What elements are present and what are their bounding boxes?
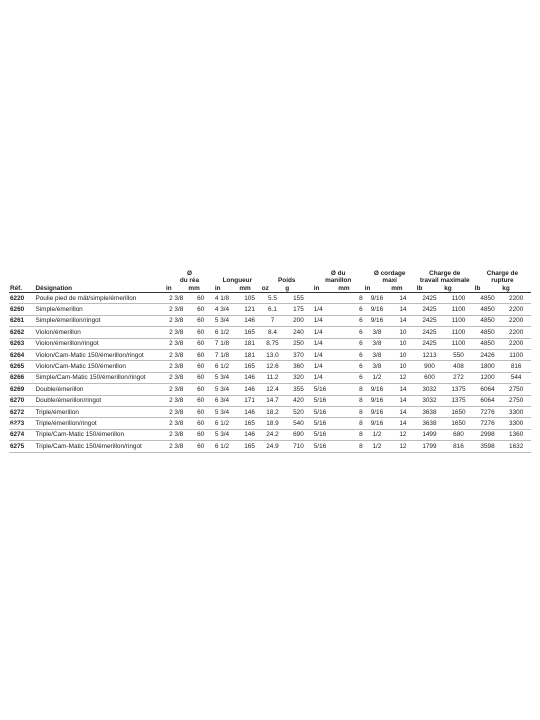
cell-cord-mm: 12	[399, 374, 407, 382]
cell-long-mm: 146	[244, 374, 255, 382]
cell-rup-kg: 1632	[509, 442, 524, 450]
unit-header: oz	[261, 285, 284, 293]
cell-man-mm: 6	[359, 340, 363, 348]
cell-poids-g: 520	[293, 408, 304, 416]
table-row	[9, 384, 531, 395]
cell-rup-kg: 3300	[509, 408, 524, 416]
cell-poids-g: 250	[293, 340, 304, 348]
unit-header: in	[313, 285, 337, 293]
cell-long-in: 6 1/2	[214, 442, 230, 450]
cell-long-mm: 181	[244, 340, 255, 348]
cell-long-in: 5 3/4	[214, 408, 230, 416]
cell-designation: Triple/émerillon	[35, 408, 79, 416]
cell-rea-mm: 60	[197, 351, 205, 359]
cell-cord-mm: 14	[399, 317, 407, 325]
cell-cord-mm: 14	[399, 294, 407, 302]
cell-cord-mm: 14	[399, 408, 407, 416]
shackle-header	[313, 270, 364, 285]
cell-rea-mm: 60	[197, 431, 205, 439]
cell-cmu-kg: 1100	[451, 328, 466, 336]
cell-rea-in: 2 3/8	[169, 294, 184, 302]
cell-designation: Simple/émerillon	[35, 305, 83, 313]
cell-ref: 6262	[10, 328, 25, 336]
cell-rea-in: 2 3/8	[169, 351, 184, 359]
cell-long-in: 5 3/4	[214, 317, 230, 325]
cell-cord-in: 3/8	[372, 362, 382, 370]
cell-cmu-kg: 1375	[451, 397, 466, 405]
cell-rea-in: 2 3/8	[169, 419, 184, 427]
cell-rup-lb: 4850	[480, 305, 495, 313]
sheave-label: du réa	[179, 277, 200, 285]
cell-poids-oz: 14.7	[266, 397, 279, 405]
shackle-label-line1: Ø du	[330, 270, 346, 277]
group-header-row	[9, 270, 531, 285]
cell-rup-lb: 7276	[480, 408, 495, 416]
cell-rup-lb: 1200	[480, 374, 495, 382]
cell-man-in: 5/16	[313, 442, 327, 450]
table-row	[9, 372, 531, 383]
cell-poids-oz: 7	[270, 317, 275, 325]
cell-cmu-kg: 1100	[451, 317, 466, 325]
cell-ref: 6272	[10, 408, 25, 416]
cell-long-in: 5 3/4	[214, 374, 230, 382]
cell-long-mm: 165	[244, 328, 255, 336]
table-row	[9, 361, 531, 372]
unit-header: in	[214, 285, 238, 293]
cell-cmu-lb: 2425	[422, 305, 437, 313]
breaking-load-header	[474, 270, 531, 285]
table-row	[9, 395, 531, 406]
cell-long-mm: 146	[244, 317, 255, 325]
cell-poids-oz: 13.0	[266, 351, 279, 359]
cell-rea-in: 2 3/8	[169, 317, 184, 325]
cell-cmu-lb: 1213	[422, 351, 437, 359]
cell-poids-g: 710	[293, 442, 304, 450]
cell-ref: 6264	[10, 351, 25, 359]
length-header: Longueur	[222, 277, 253, 285]
cell-rup-kg: 2200	[509, 328, 524, 336]
cell-long-in: 4 3/4	[214, 305, 230, 313]
cell-man-mm: 6	[359, 362, 363, 370]
cell-poids-g: 540	[293, 419, 304, 427]
cell-cmu-lb: 1799	[422, 442, 437, 450]
cell-rup-lb: 2998	[480, 431, 495, 439]
cell-long-mm: 171	[244, 397, 255, 405]
cell-cmu-kg: 1100	[451, 340, 466, 348]
cell-ref: 6270	[10, 397, 25, 405]
cell-rup-kg: 3300	[509, 419, 524, 427]
cell-long-in: 7 1/8	[214, 351, 230, 359]
cell-rea-mm: 60	[197, 408, 205, 416]
cell-man-mm: 8	[359, 442, 363, 450]
shackle-label-line2: manillon	[325, 277, 352, 285]
cell-cord-mm: 10	[399, 340, 407, 348]
cell-long-mm: 146	[244, 431, 255, 439]
cell-cord-in: 1/2	[372, 442, 382, 450]
cell-poids-g: 420	[293, 397, 304, 405]
cell-cmu-lb: 2425	[422, 328, 437, 336]
cell-long-mm: 146	[244, 385, 255, 393]
cell-rup-kg: 1360	[509, 431, 524, 439]
cell-cord-mm: 10	[399, 328, 407, 336]
cell-rup-lb: 2426	[480, 351, 495, 359]
table-row	[9, 350, 531, 361]
cell-long-in: 6 1/2	[214, 419, 230, 427]
cell-rup-lb: 4850	[480, 317, 495, 325]
cell-poids-oz: 11.2	[266, 374, 279, 382]
cell-cmu-kg: 550	[453, 351, 464, 359]
cell-rup-lb: 4850	[480, 328, 495, 336]
cell-cmu-kg: 408	[453, 362, 464, 370]
cell-rup-kg: 816	[510, 362, 522, 370]
cell-cord-in: 9/16	[370, 294, 384, 302]
cell-long-mm: 181	[244, 351, 255, 359]
cell-rea-in: 2 3/8	[169, 442, 184, 450]
cell-cmu-kg: 1100	[451, 305, 466, 313]
cell-rea-mm: 60	[197, 419, 205, 427]
cell-rea-mm: 60	[197, 397, 205, 405]
cell-poids-oz: 12.6	[266, 362, 279, 370]
cell-ref: 6263	[10, 340, 25, 348]
cell-ref: 6265	[10, 362, 25, 370]
cell-cord-mm: 10	[399, 351, 407, 359]
cell-rea-in: 2 3/8	[169, 397, 184, 405]
cell-cmu-kg: 680	[453, 431, 464, 439]
cell-poids-g: 690	[293, 431, 304, 439]
cell-long-mm: 146	[244, 408, 255, 416]
rope-header	[364, 270, 416, 285]
cell-poids-g: 360	[293, 362, 304, 370]
cell-cord-mm: 12	[399, 431, 407, 439]
table-row	[9, 406, 531, 417]
table-row	[9, 327, 531, 338]
table-row	[9, 338, 531, 349]
working-load-label-line2: travail maximale	[419, 277, 470, 285]
cell-cord-in: 9/16	[370, 408, 384, 416]
working-load-label-line1: Charge de	[429, 270, 461, 277]
cell-cmu-lb: 2425	[422, 340, 437, 348]
cell-rea-in: 2 3/8	[169, 340, 184, 348]
cell-rea-mm: 60	[197, 385, 205, 393]
block-specification-table	[9, 270, 531, 453]
cell-man-in: 1/4	[313, 328, 323, 336]
cell-poids-oz: 18.9	[266, 419, 279, 427]
cell-poids-oz: 8.4	[268, 328, 277, 336]
cell-rea-mm: 60	[197, 294, 205, 302]
ref-header: Réf.	[9, 285, 34, 293]
cell-cord-in: 9/16	[370, 317, 384, 325]
cell-ref: 6275	[10, 442, 25, 450]
cell-rea-mm: 60	[197, 317, 205, 325]
cell-cord-in: 9/16	[370, 305, 384, 313]
unit-header: in	[364, 285, 391, 293]
cell-rea-mm: 60	[197, 362, 205, 370]
divider	[9, 424, 19, 428]
breaking-load-label-line2: rupture	[491, 277, 514, 285]
cell-man-mm: 6	[359, 317, 363, 325]
cell-rea-in: 2 3/8	[169, 328, 184, 336]
cell-rea-mm: 60	[197, 328, 205, 336]
cell-ref: 6260	[10, 305, 25, 313]
cell-designation: Violon/Cam-Matic 150/émerillon/ringot	[35, 351, 144, 359]
cell-rea-in: 2 3/8	[169, 431, 184, 439]
cell-rup-lb: 1800	[480, 362, 495, 370]
unit-header-row	[9, 285, 531, 293]
cell-rup-lb: 7276	[480, 419, 495, 427]
cell-rea-mm: 60	[197, 305, 205, 313]
table-body	[9, 293, 531, 452]
cell-rea-in: 2 3/8	[169, 362, 184, 370]
cell-cord-in: 3/8	[372, 351, 382, 359]
cell-rup-kg: 2750	[509, 397, 524, 405]
cell-ref: 6273	[10, 419, 25, 427]
cell-cmu-kg: 1100	[451, 294, 466, 302]
cell-man-in: 1/4	[313, 317, 323, 325]
unit-header: kg	[501, 285, 531, 293]
cell-designation: Double/émerillon	[35, 385, 84, 393]
rope-label-line2: maxi	[382, 277, 397, 285]
cell-rea-mm: 60	[197, 340, 205, 348]
cell-cmu-lb: 3032	[422, 397, 437, 405]
unit-header: mm	[390, 285, 416, 293]
table-row	[9, 418, 531, 429]
cell-cord-in: 1/2	[372, 374, 382, 382]
designation-header: Désignation	[34, 285, 164, 293]
cell-man-in: 1/4	[313, 374, 323, 382]
cell-designation: Triple/émerillon/ringot	[35, 419, 97, 427]
working-load-header	[416, 270, 474, 285]
cell-man-in: 5/16	[313, 385, 327, 393]
cell-rea-in: 2 3/8	[169, 385, 184, 393]
cell-poids-oz: 8.75	[266, 340, 279, 348]
cell-rup-lb: 4850	[480, 294, 495, 302]
unit-header: in	[165, 285, 187, 293]
cell-rup-lb: 4850	[480, 340, 495, 348]
cell-long-mm: 165	[244, 419, 255, 427]
cell-cmu-lb: 2425	[422, 317, 437, 325]
cell-cord-in: 9/16	[370, 397, 384, 405]
cell-long-mm: 105	[244, 294, 255, 302]
cell-man-mm: 6	[359, 374, 363, 382]
cell-man-mm: 6	[359, 328, 363, 336]
cell-cmu-lb: 3032	[422, 385, 437, 393]
cell-rup-kg: 2200	[509, 294, 524, 302]
cell-long-in: 6 1/2	[214, 328, 230, 336]
diameter-symbol: Ø	[186, 270, 192, 277]
unit-header: mm	[187, 285, 214, 293]
cell-long-in: 6 1/2	[214, 362, 230, 370]
cell-long-in: 5 3/4	[214, 431, 230, 439]
weight-header: Poids	[278, 277, 296, 285]
cell-poids-oz: 18.2	[266, 408, 279, 416]
cell-man-mm: 8	[359, 431, 363, 439]
rope-label-line1: Ø cordage	[373, 270, 406, 277]
cell-long-in: 5 3/4	[214, 385, 230, 393]
table-row	[9, 293, 531, 304]
cell-man-mm: 8	[359, 419, 363, 427]
cell-rea-in: 2 3/8	[169, 305, 184, 313]
cell-poids-oz: 12.4	[266, 385, 279, 393]
cell-man-in: 5/16	[313, 431, 327, 439]
cell-rea-in: 2 3/8	[169, 374, 184, 382]
cell-cord-mm: 14	[399, 419, 407, 427]
cell-ref: 6220	[10, 294, 25, 302]
cell-man-in	[313, 293, 337, 304]
cell-man-mm: 8	[359, 408, 363, 416]
table-row	[9, 441, 531, 452]
cell-ref: 6274	[10, 431, 25, 439]
cell-poids-oz: 24.2	[266, 431, 279, 439]
cell-long-mm: 121	[244, 305, 255, 313]
cell-designation: Poulie pied de mât/simple/émerillon	[35, 294, 137, 302]
unit-header: mm	[238, 285, 260, 293]
cell-designation: Simple/émerillon/ringot	[35, 317, 101, 325]
cell-long-in: 7 1/8	[214, 340, 230, 348]
cell-poids-g: 370	[293, 351, 304, 359]
cell-cord-mm: 10	[399, 362, 407, 370]
cell-poids-g: 175	[293, 305, 304, 313]
cell-man-in: 5/16	[313, 419, 327, 427]
cell-rup-kg: 2750	[509, 385, 524, 393]
cell-ref: 6261	[10, 317, 25, 325]
unit-header: mm	[337, 285, 364, 293]
cell-rea-in: 2 3/8	[169, 408, 184, 416]
cell-rup-kg: 544	[510, 374, 522, 382]
cell-cord-in: 1/2	[372, 431, 382, 439]
cell-long-mm: 165	[244, 362, 255, 370]
cell-cmu-kg: 1650	[451, 408, 466, 416]
cell-man-in: 1/4	[313, 340, 323, 348]
cell-rup-kg: 2200	[509, 340, 524, 348]
table-row	[9, 304, 531, 315]
cell-man-mm: 6	[359, 351, 363, 359]
cell-poids-oz: 6.1	[268, 305, 277, 313]
cell-cord-in: 3/8	[372, 328, 382, 336]
cell-man-mm: 8	[359, 385, 363, 393]
cell-designation: Triple/Cam-Matic 150/émerillon	[35, 431, 125, 439]
breaking-load-label-line1: Charge de	[486, 270, 519, 277]
cell-cord-in: 9/16	[370, 419, 384, 427]
cell-poids-oz: 5.5	[268, 294, 277, 302]
cell-man-in: 5/16	[313, 408, 327, 416]
cell-cmu-kg: 272	[453, 374, 464, 382]
cell-man-in: 1/4	[313, 305, 323, 313]
cell-man-in: 1/4	[313, 362, 323, 370]
cell-rup-kg: 2200	[509, 305, 524, 313]
cell-ref: 6269	[10, 385, 25, 393]
cell-man-in: 5/16	[313, 397, 327, 405]
cell-cmu-lb: 600	[424, 374, 435, 382]
cell-cmu-lb: 3638	[422, 419, 437, 427]
cell-rup-lb: 6064	[480, 385, 495, 393]
cell-long-mm: 165	[244, 442, 255, 450]
cell-designation: Simple/Cam-Matic 150/émerillon/ringot	[35, 374, 146, 382]
cell-poids-g: 355	[293, 385, 304, 393]
cell-cmu-lb: 900	[424, 362, 435, 370]
cell-man-mm: 8	[359, 397, 363, 405]
unit-header: lb	[474, 285, 502, 293]
cell-man-in: 1/4	[313, 351, 323, 359]
cell-poids-g: 320	[293, 374, 304, 382]
cell-rup-kg: 2200	[509, 317, 524, 325]
cell-poids-oz: 24.9	[266, 442, 279, 450]
cell-cmu-lb: 1499	[422, 431, 437, 439]
unit-header: g	[284, 285, 313, 293]
cell-ref: 6266	[10, 374, 25, 382]
cell-designation: Violon/Cam-Matic 150/émerillon	[35, 362, 126, 370]
unit-header: kg	[443, 285, 474, 293]
cell-poids-g: 200	[293, 317, 304, 325]
cell-cmu-lb: 3638	[422, 408, 437, 416]
cell-designation: Double/émerillon/ringot	[35, 397, 102, 405]
cell-cmu-kg: 1650	[451, 419, 466, 427]
cell-designation: Violon/émerillon/ringot	[35, 340, 99, 348]
cell-rup-kg: 1100	[509, 351, 524, 359]
cell-poids-g: 155	[293, 294, 304, 302]
cell-cmu-lb: 2425	[422, 294, 437, 302]
cell-cord-in: 3/8	[372, 340, 382, 348]
cell-rup-lb: 3598	[480, 442, 495, 450]
cell-rea-mm: 60	[197, 374, 205, 382]
cell-cord-mm: 14	[399, 305, 407, 313]
cell-man-mm: 8	[359, 294, 363, 302]
table-row	[9, 429, 531, 440]
cell-poids-g: 240	[293, 328, 304, 336]
unit-header: lb	[416, 285, 444, 293]
cell-cord-mm: 12	[399, 442, 407, 450]
cell-cmu-kg: 816	[453, 442, 464, 450]
cell-cord-in: 9/16	[370, 385, 384, 393]
table-row	[9, 315, 531, 326]
cell-cord-mm: 14	[399, 385, 407, 393]
cell-man-mm: 6	[359, 305, 363, 313]
cell-cmu-kg: 1375	[451, 385, 466, 393]
cell-rea-mm: 60	[197, 442, 205, 450]
cell-cord-mm: 14	[399, 397, 407, 405]
cell-designation: Triple/Cam-Matic 150/émerillon/ringot	[35, 442, 142, 450]
sheave-diameter-header	[165, 270, 214, 285]
cell-long-in: 6 3/4	[214, 397, 230, 405]
cell-designation: Violon/émerillon	[35, 328, 81, 336]
cell-long-in: 4 1/8	[214, 294, 230, 302]
cell-rup-lb: 6064	[480, 397, 495, 405]
